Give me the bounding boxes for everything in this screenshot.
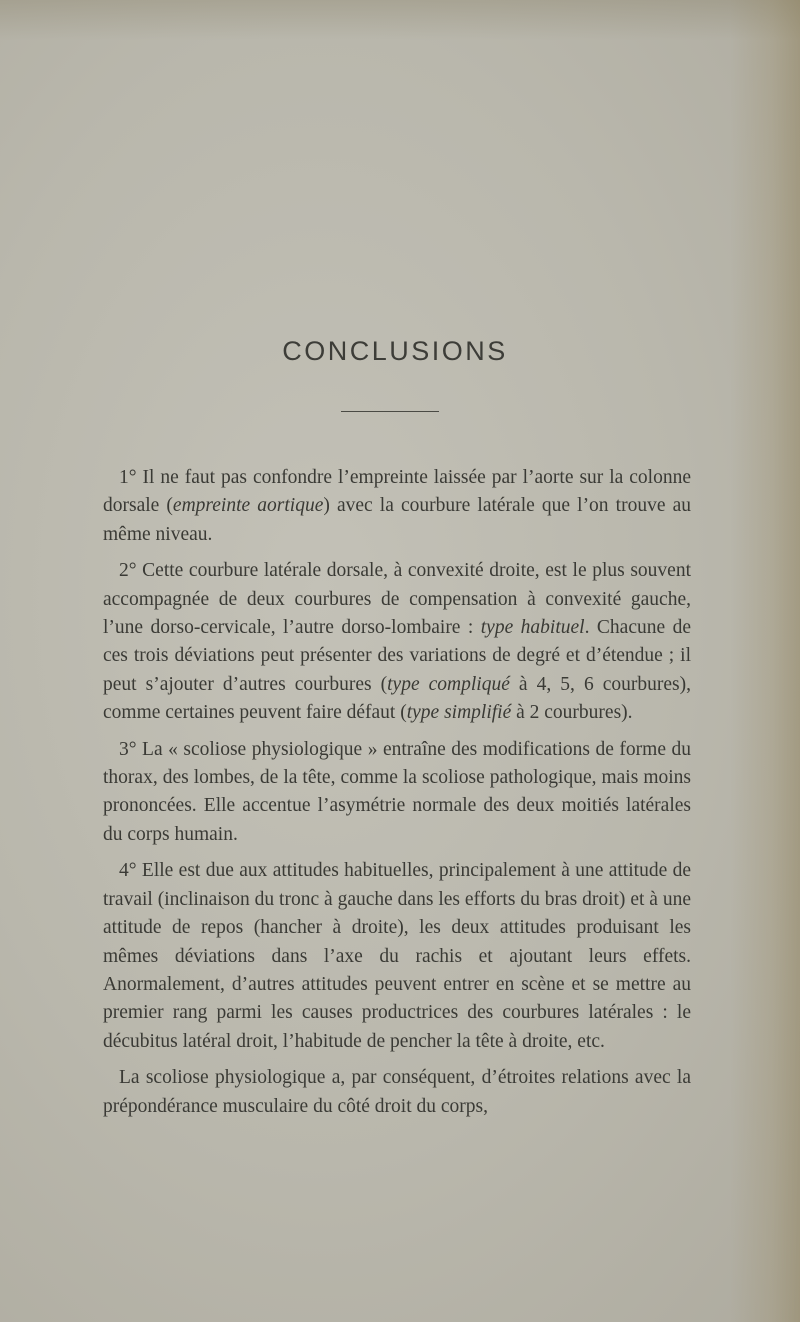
italic-term: type simplifié <box>406 702 512 724</box>
text-run: La scoliose physiologique a, par conséquent, d’étroites relations avec la prépondérance musculaire du côté droit du corps, <box>103 1067 691 1117</box>
conclusion-1 <box>103 464 691 549</box>
text-run: à 2 courbures). <box>511 702 633 724</box>
page-edge-discoloration <box>730 0 800 1322</box>
conclusion-summary <box>103 1064 691 1121</box>
italic-term: type habituel <box>480 617 585 639</box>
text-run: à 4, 5, 6 courbures), comme certaines peuvent faire défaut ( <box>103 673 691 724</box>
conclusions-body <box>103 464 691 1121</box>
conclusion-2 <box>103 557 691 727</box>
text-run: ) avec la courbure latérale que l’on trouve au même niveau. <box>103 495 692 545</box>
conclusion-3 <box>103 736 691 850</box>
text-run: 4° Elle est due aux attitudes habituelles, principalement à une attitude de travail (inclinaison du tronc à gauche dans les efforts du bras droit) et à une attitude de repos (hancher à droite), les deux attitudes produisant les mêmes déviations dans l’axe du rachis et ajoutant leurs effets. Anormalement, d’autres attitudes peuvent entrer en scène et se mettre au premier rang parmi les causes productrices des courbures latérales : le décubitus latéral droit, l’habitude de pencher la tête à droite, etc. <box>103 860 691 1052</box>
page-title: CONCLUSIONS <box>282 336 508 366</box>
text-run: 2° Cette courbure latérale dorsale, à convexité droite, est le plus souvent accompagnée de deux courbures de compensation à convexité gauche, l’une dorso-cervicale, l’autre dorso-lombaire : <box>103 560 691 639</box>
title-rule <box>341 411 439 412</box>
page-top-shade <box>0 0 800 40</box>
text-run: . Chacune de ces trois déviations peut présenter des variations de degré et d’étendue ; il peut s’ajouter d’autres courbures ( <box>103 617 691 695</box>
italic-term: type compliqué <box>387 673 510 695</box>
conclusion-4 <box>103 857 691 1056</box>
italic-term: empreinte aortique <box>172 495 324 517</box>
text-run: 3° La « scoliose physiologique » entraîne des modifications de forme du thorax, des lombes, de la tête, comme la scoliose pathologique, mais moins prononcées. Elle accentue l’asymétrie normale des deux moitiés latérales du corps humain. <box>103 738 691 845</box>
text-run: 1° Il ne faut pas confondre l’empreinte laissée par l’aorte sur la colonne dorsale ( <box>103 467 691 517</box>
